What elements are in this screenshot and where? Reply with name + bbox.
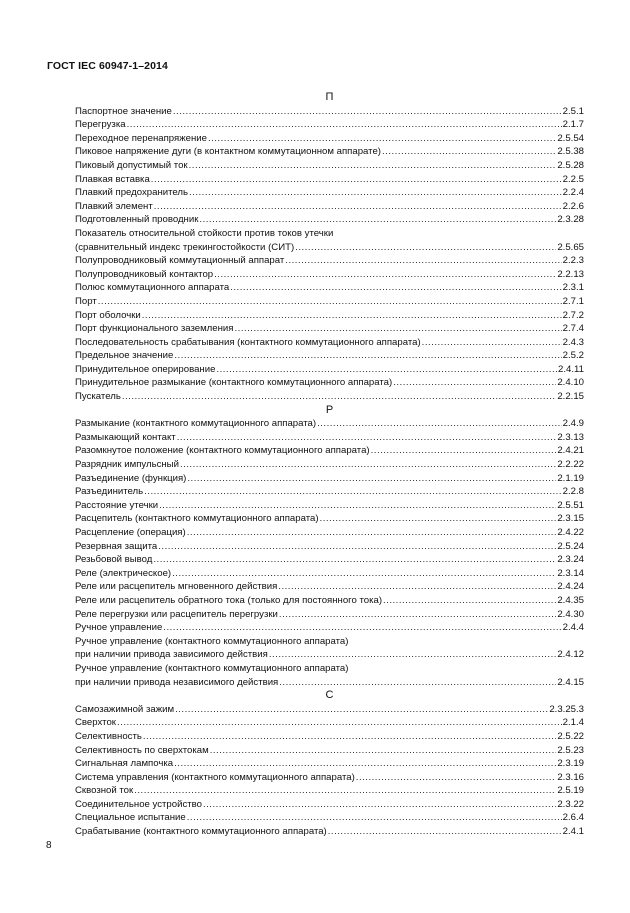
index-entry	[75, 499, 584, 513]
index-entry-reference: 2.1.7	[562, 119, 584, 131]
index-entry-reference: 2.4.3	[562, 336, 584, 348]
index-entry-term: Разрядник импульсный	[75, 459, 179, 471]
index-entry	[75, 512, 584, 526]
index-entry	[75, 485, 584, 499]
index-entry-term: Размыкающий контакт	[75, 431, 176, 443]
section-letter: С	[325, 689, 334, 702]
dot-leader	[163, 621, 561, 635]
index-entry-reference: 2.2.22	[557, 459, 584, 471]
index-entry-reference: 2.4.15	[557, 676, 584, 688]
dot-leader	[382, 145, 556, 159]
index-entry-term: Резервная защита	[75, 540, 158, 552]
index-entry	[75, 553, 584, 567]
index-entry-reference: 2.5.24	[557, 540, 584, 552]
index-entry	[75, 417, 584, 431]
index-entry-reference: 2.3.15	[557, 513, 584, 525]
index-entry-term: Расстояние утечки	[75, 499, 159, 511]
index-entry-term: Последовательность срабатывания (контактного коммутационного аппарата)	[75, 336, 421, 348]
index-entry-reference: 2.3.24	[557, 554, 584, 566]
index-entry-line: Показатель относительной стойкости против токов утечки	[75, 227, 334, 239]
alphabetical-index	[75, 91, 584, 839]
index-entry-term: Порт	[75, 295, 97, 307]
dot-leader	[174, 757, 556, 771]
index-entry	[75, 716, 584, 730]
dot-leader	[159, 499, 556, 513]
index-entry-reference: 2.3.13	[557, 431, 584, 443]
index-entry-term: Реле или расцепитель обратного тока (только для постоянного тока)	[75, 594, 383, 606]
index-entry	[75, 309, 584, 323]
index-entry	[75, 567, 584, 581]
index-entry-reference: 2.2.5	[562, 173, 584, 185]
dot-leader	[210, 744, 557, 758]
index-entry-term: Разомкнутое положение (контактного коммутационного аппарата)	[75, 445, 370, 457]
dot-leader	[371, 444, 557, 458]
index-entry-term: Сквозной ток	[75, 785, 134, 797]
index-entry	[75, 336, 584, 350]
index-entry-term: Переходное перенапряжение	[75, 132, 207, 144]
index-entry	[75, 159, 584, 173]
index-entry-reference: 2.3.22	[557, 798, 584, 810]
dot-leader	[214, 268, 556, 282]
index-entry	[75, 608, 584, 622]
index-entry-reference: 2.1.19	[557, 472, 584, 484]
index-entry-term: Реле (электрическое)	[75, 567, 172, 579]
index-entry-term: Селективность	[75, 730, 142, 742]
index-entry-reference: 2.3.14	[557, 567, 584, 579]
dot-leader	[158, 540, 556, 554]
index-entry-reference: 2.4.35	[557, 594, 584, 606]
dot-leader	[422, 336, 562, 350]
section-letter: П	[325, 91, 334, 103]
index-entry-reference: 2.5.1	[562, 105, 584, 117]
index-entry-reference: 2.7.4	[562, 323, 584, 335]
index-entry-reference: 2.3.1	[562, 282, 584, 294]
index-entry-reference: 2.3.25.3	[549, 703, 584, 715]
index-entry	[75, 594, 584, 608]
index-entry-reference: 2.5.38	[557, 146, 584, 158]
page-number: 8	[46, 840, 52, 851]
index-entry-term: Принудительное размыкание (контактного коммутационного аппарата)	[75, 377, 393, 389]
index-entry-reference: 2.4.1	[562, 826, 584, 838]
dot-leader	[279, 608, 556, 622]
index-entry-term: Плавкий предохранитель	[75, 187, 189, 199]
index-entry-term: Предельное значение	[75, 350, 174, 362]
index-entry-reference: 2.7.2	[562, 309, 584, 321]
index-entry-reference: 2.5.51	[557, 499, 584, 511]
dot-leader	[279, 676, 556, 690]
index-entry	[75, 744, 584, 758]
index-entry	[75, 526, 584, 540]
dot-leader	[142, 309, 562, 323]
index-entry-term: Принудительное оперирование	[75, 363, 216, 375]
index-entry	[75, 703, 584, 717]
index-entry	[75, 431, 584, 445]
index-entry-reference: 2.6.4	[562, 812, 584, 824]
index-entry	[75, 349, 584, 363]
index-entry-term: Полюс коммутационного аппарата	[75, 282, 230, 294]
dot-leader	[187, 526, 557, 540]
dot-leader	[154, 200, 562, 214]
index-entry-reference: 2.5.19	[557, 785, 584, 797]
index-entry	[75, 376, 584, 390]
index-entry-reference: 2.3.19	[557, 758, 584, 770]
index-entry	[75, 540, 584, 554]
index-entry	[75, 105, 584, 119]
dot-leader	[153, 553, 556, 567]
index-entry-reference: 2.3.16	[557, 771, 584, 783]
index-entry-term: Пиковый допустимый ток	[75, 159, 188, 171]
index-entry-reference: 2.4.4	[562, 622, 584, 634]
index-entry	[75, 472, 584, 486]
index-entry	[75, 390, 584, 404]
dot-leader	[127, 118, 562, 132]
index-entry-reference: 2.2.6	[562, 200, 584, 212]
index-entry-term: Полупроводниковый коммутационный аппарат	[75, 255, 285, 267]
index-entry-term: Пускатель	[75, 391, 121, 403]
index-entry	[75, 281, 584, 295]
index-entry-reference: 2.2.4	[562, 187, 584, 199]
index-entry	[75, 118, 584, 132]
index-entry	[75, 757, 584, 771]
dot-leader	[203, 798, 556, 812]
index-entry-reference: 2.5.54	[557, 132, 584, 144]
index-entry-line: Ручное управление (контактного коммутационного аппарата)	[75, 662, 349, 674]
dot-leader	[174, 349, 561, 363]
index-entry-reference: 2.4.11	[558, 363, 584, 375]
dot-leader	[278, 580, 556, 594]
dot-leader	[393, 376, 556, 390]
dot-leader	[144, 485, 562, 499]
index-entry-term: Самозажимной зажим	[75, 703, 175, 715]
dot-leader	[134, 784, 556, 798]
index-entry-term: Специальное испытание	[75, 812, 186, 824]
index-entry	[75, 268, 584, 282]
index-entry	[75, 730, 584, 744]
dot-leader	[356, 771, 557, 785]
index-entry-reference: 2.5.22	[557, 730, 584, 742]
index-entry-term: Полупроводниковый контактор	[75, 268, 214, 280]
dot-leader	[98, 295, 562, 309]
dot-leader	[117, 716, 562, 730]
index-entry	[75, 811, 584, 825]
dot-leader	[173, 105, 562, 119]
index-entry-reference: 2.5.65	[557, 241, 584, 253]
index-entry-term: Селективность по сверхтокам	[75, 744, 209, 756]
index-entry-term: Разъединение (функция)	[75, 472, 187, 484]
dot-leader	[180, 458, 556, 472]
dot-leader	[269, 648, 556, 662]
index-entry	[75, 200, 584, 214]
index-entry-term: Расцепление (операция)	[75, 527, 186, 538]
index-entry-term: Сверхток	[75, 717, 116, 729]
index-entry-term: Паспортное значение	[75, 105, 172, 117]
index-entry	[75, 173, 584, 187]
index-entry-reference: 2.7.1	[562, 295, 584, 307]
index-entry-reference: 2.2.3	[562, 255, 584, 267]
dot-leader	[199, 213, 556, 227]
index-entry-term: Срабатывание (контактного коммутационного аппарата)	[75, 826, 327, 838]
index-entry-term: Плавкий элемент	[75, 200, 153, 212]
dot-leader	[234, 322, 561, 336]
index-entry	[75, 363, 584, 377]
index-entry	[75, 825, 584, 839]
dot-leader	[172, 567, 556, 581]
dot-leader	[383, 594, 556, 608]
index-entry-term: Расцепитель (контактного коммутационного аппарата)	[75, 513, 319, 525]
index-entry	[75, 771, 584, 785]
index-entry-term: Реле перегрузки или расцепитель перегрузки	[75, 608, 278, 620]
index-entry	[75, 458, 584, 472]
dot-leader	[317, 417, 562, 431]
index-entry-term: Порт функционального заземления	[75, 323, 234, 335]
index-entry-reference: 2.4.24	[557, 581, 584, 593]
index-entry-term: Система управления (контактного коммутационного аппарата)	[75, 771, 355, 783]
index-entry-term: Резьбовой вывод	[75, 554, 153, 566]
index-entry-term: Подготовленный проводник	[75, 214, 199, 226]
index-entry-line: Ручное управление (контактного коммутационного аппарата)	[75, 635, 349, 647]
index-entry-term: при наличии привода зависимого действия	[75, 649, 268, 661]
dot-leader	[295, 241, 556, 255]
index-entry	[75, 132, 584, 146]
index-entry	[75, 213, 584, 227]
index-entry-term: Сигнальная лампочка	[75, 758, 174, 770]
index-entry-term: Разъединитель	[75, 486, 144, 498]
index-entry-reference: 2.4.22	[557, 527, 584, 538]
index-entry-term: при наличии привода независимого действия	[75, 676, 279, 688]
dot-leader	[122, 390, 556, 404]
index-entry-term: Реле или расцепитель мгновенного действия	[75, 581, 278, 593]
index-entry	[75, 254, 584, 268]
dot-leader	[189, 159, 557, 173]
dot-leader	[151, 173, 562, 187]
index-entry-reference: 2.2.15	[557, 391, 584, 403]
index-entry-term: Пиковое напряжение дуги (в контактном коммутационном аппарате)	[75, 146, 381, 158]
index-entry	[75, 648, 584, 662]
document-header: ГОСТ IEC 60947-1–2014	[47, 60, 168, 72]
index-entry-term: Плавкая вставка	[75, 173, 150, 185]
index-entry	[75, 621, 584, 635]
index-entry-reference: 2.5.28	[557, 159, 584, 171]
dot-leader	[177, 431, 557, 445]
dot-leader	[285, 254, 561, 268]
index-entry-term: Ручное управление	[75, 622, 163, 634]
index-entry-reference: 2.4.30	[557, 608, 584, 620]
section-letter: Р	[325, 403, 334, 416]
dot-leader	[187, 472, 556, 486]
index-entry	[75, 798, 584, 812]
index-entry-reference: 2.5.2	[562, 350, 584, 362]
index-entry	[75, 145, 584, 159]
dot-leader	[175, 703, 548, 717]
index-entry	[75, 580, 584, 594]
index-entry-reference: 2.1.4	[562, 717, 584, 729]
dot-leader	[189, 186, 562, 200]
dot-leader	[143, 730, 556, 744]
index-entry-term: Перегрузка	[75, 119, 126, 131]
index-entry-reference: 2.4.12	[557, 649, 584, 661]
index-entry	[75, 784, 584, 798]
index-entry-reference: 2.2.8	[562, 486, 584, 498]
index-entry-reference: 2.5.23	[557, 744, 584, 756]
index-entry	[75, 322, 584, 336]
index-entry-term: Размыкание (контактного коммутационного аппарата)	[75, 418, 317, 430]
index-entry-term: Соединительное устройство	[75, 798, 202, 810]
index-entry	[75, 676, 584, 690]
index-entry	[75, 186, 584, 200]
index-entry-term: (сравнительный индекс трекингостойкости (СИТ)	[75, 241, 295, 253]
index-entry-reference: 2.4.9	[562, 418, 584, 430]
dot-leader	[216, 363, 557, 377]
index-entry-reference: 2.2.13	[557, 268, 584, 280]
dot-leader	[230, 281, 561, 295]
index-entry	[75, 444, 584, 458]
index-entry-reference: 2.4.21	[557, 445, 584, 457]
dot-leader	[328, 825, 562, 839]
index-entry-reference: 2.3.28	[557, 214, 584, 226]
index-entry	[75, 241, 584, 255]
dot-leader	[208, 132, 556, 146]
dot-leader	[320, 512, 557, 526]
index-entry-reference: 2.4.10	[557, 377, 584, 389]
dot-leader	[187, 811, 562, 825]
index-entry	[75, 295, 584, 309]
index-entry-term: Порт оболочки	[75, 309, 141, 321]
